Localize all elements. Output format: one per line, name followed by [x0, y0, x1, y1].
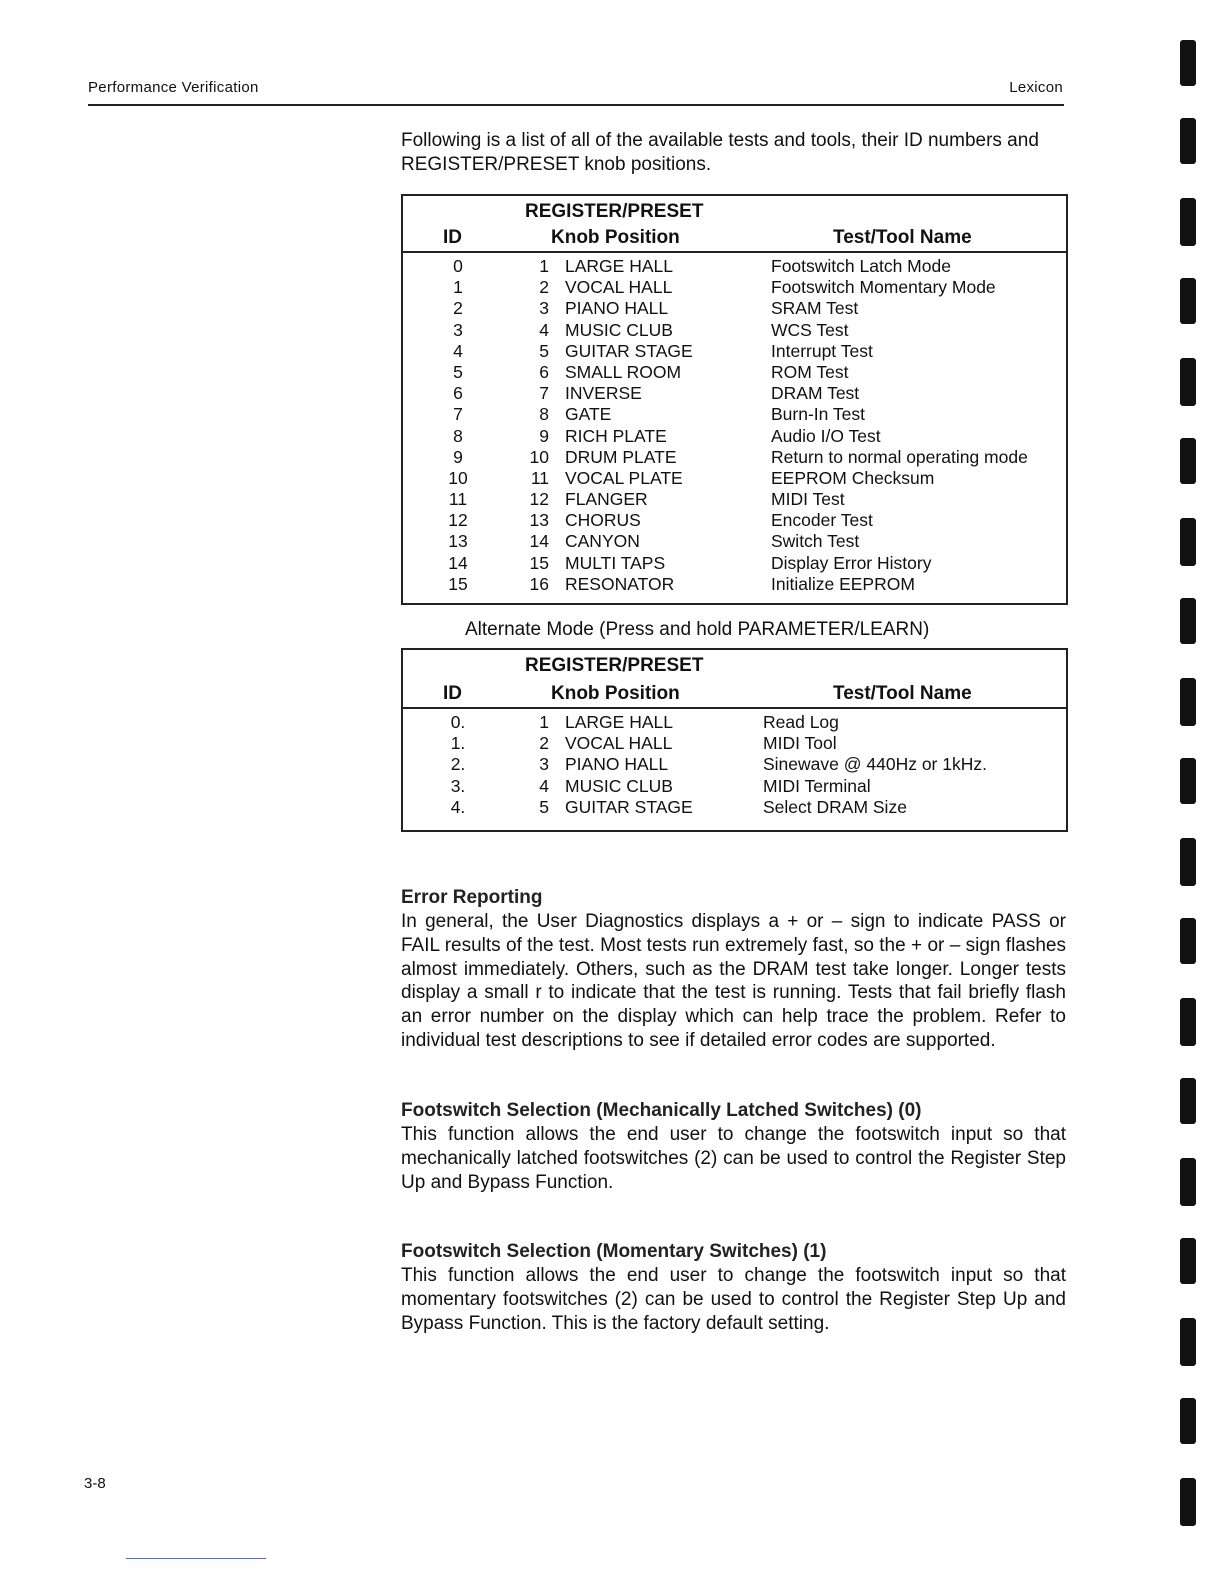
section-body: This function allows the end user to change the footswitch input so that momentary footswitches (2) can be used to control the Register Step Up and Bypass Function. This is the factory default setting. [401, 1265, 1066, 1334]
section-title: Footswitch Selection (Momentary Switches) (1) [401, 1241, 827, 1262]
binder-mark [1180, 40, 1196, 86]
table-row [403, 776, 1066, 797]
column-header-id: ID [443, 227, 462, 248]
cell-id: 3 [453, 319, 463, 340]
table-row [403, 383, 1066, 404]
binder-mark [1180, 198, 1196, 246]
cell-id: 1 [453, 277, 463, 298]
column-header-name: Test/Tool Name [833, 683, 972, 704]
cell-preset-name: VOCAL HALL [565, 277, 673, 298]
cell-test-name: EEPROM Checksum [771, 467, 935, 488]
section-title: Error Reporting [401, 887, 543, 908]
section-error-reporting [401, 886, 1066, 1053]
binder-mark [1180, 1318, 1196, 1366]
table-row [403, 553, 1066, 574]
cell-id: 8 [453, 425, 463, 446]
cell-test-name: Sinewave @ 440Hz or 1kHz. [763, 754, 987, 775]
cell-test-name: DRAM Test [771, 383, 860, 404]
cell-preset-name: DRUM PLATE [565, 446, 677, 467]
table-row [403, 712, 1066, 733]
table-row [403, 733, 1066, 754]
binder-mark [1180, 358, 1196, 406]
cell-preset-name: PIANO HALL [565, 298, 669, 319]
binder-mark [1180, 998, 1196, 1046]
table-row [403, 341, 1066, 362]
cell-test-name: Audio I/O Test [771, 425, 881, 446]
cell-id: 4 [453, 340, 463, 361]
running-header-right: Lexicon [1009, 79, 1063, 96]
cell-preset-name: RICH PLATE [565, 425, 667, 446]
cell-test-name: MIDI Tool [763, 733, 837, 754]
table-row [403, 256, 1066, 277]
cell-test-name: Encoder Test [771, 510, 873, 531]
alternate-tests-table [401, 648, 1068, 832]
alternate-mode-caption: Alternate Mode (Press and hold PARAMETER/LEARN) [465, 619, 930, 640]
section-body: In general, the User Diagnostics displays a + or – sign to indicate PASS or FAIL results of the test. Most tests run extremely fast, so the + or – sign flashes almost immediately. Others, such as the DRAM test take longer. Longer tests display a small r to indicate that the test is running. Tests that fail briefly flash an error number on the display which can help trace the problem. Refer to individual test descriptions to see if detailed error codes are supported. [401, 911, 1066, 1051]
cell-test-name: ROM Test [771, 361, 849, 382]
table-row [403, 531, 1066, 552]
table-row [403, 362, 1066, 383]
cell-id: 14 [448, 552, 468, 573]
cell-id: 2 [453, 298, 463, 319]
binder-mark [1180, 598, 1196, 644]
cell-id: 3. [450, 775, 466, 796]
cell-id: 2. [450, 754, 466, 775]
cell-knob-number: 1 [539, 256, 549, 276]
cell-id: 1. [450, 733, 466, 754]
cell-id: 10 [448, 467, 468, 488]
cell-preset-name: MUSIC CLUB [565, 775, 673, 796]
cell-test-name: Footswitch Latch Mode [771, 256, 951, 276]
table-body [403, 709, 1066, 830]
cell-id: 9 [453, 446, 463, 467]
table-header [403, 650, 1066, 709]
cell-knob-number: 3 [539, 754, 549, 775]
page-number: 3-8 [84, 1475, 106, 1492]
binder-mark [1180, 838, 1196, 886]
cell-preset-name: MUSIC CLUB [565, 319, 673, 340]
binder-mark [1180, 118, 1196, 164]
binder-mark [1180, 678, 1196, 726]
cell-test-name: Switch Test [771, 531, 860, 552]
column-header-knob-line2: Knob Position [551, 683, 680, 704]
cell-preset-name: CANYON [565, 531, 640, 552]
cell-test-name: SRAM Test [771, 298, 859, 319]
cell-id: 4. [450, 796, 466, 817]
cell-test-name: Display Error History [771, 552, 932, 573]
binder-mark [1180, 758, 1196, 804]
cell-preset-name: VOCAL PLATE [565, 467, 683, 488]
cell-knob-number: 2 [539, 277, 549, 298]
cell-preset-name: MULTI TAPS [565, 552, 666, 573]
intro-paragraph: Following is a list of all of the available tests and tools, their ID numbers and REGISTER/PRESET knob positions. [401, 130, 1039, 175]
cell-id: 13 [448, 531, 468, 552]
cell-knob-number: 2 [539, 733, 549, 754]
cell-preset-name: FLANGER [565, 489, 648, 510]
cell-knob-number: 10 [529, 446, 549, 467]
cell-preset-name: INVERSE [565, 383, 642, 404]
cell-knob-number: 1 [539, 712, 549, 732]
cell-test-name: MIDI Terminal [763, 775, 871, 796]
tests-table [401, 194, 1068, 605]
cell-knob-number: 6 [539, 361, 549, 382]
table-row [403, 298, 1066, 319]
cell-preset-name: GATE [565, 404, 612, 425]
binder-mark [1180, 518, 1196, 566]
binder-mark [1180, 1398, 1196, 1444]
cell-test-name: Footswitch Momentary Mode [771, 277, 996, 298]
cell-test-name: Return to normal operating mode [771, 446, 1028, 467]
section-footswitch-momentary [401, 1240, 1066, 1335]
cell-knob-number: 12 [529, 489, 549, 510]
cell-knob-number: 16 [529, 573, 549, 594]
cell-knob-number: 5 [539, 340, 549, 361]
table-row [403, 277, 1066, 298]
cell-preset-name: GUITAR STAGE [565, 796, 693, 817]
cell-test-name: MIDI Test [771, 489, 845, 510]
table-row [403, 447, 1066, 468]
table-row [403, 489, 1066, 510]
column-header-knob-line1: REGISTER/PRESET [525, 201, 704, 222]
cell-knob-number: 5 [539, 796, 549, 817]
cell-test-name: Read Log [763, 712, 839, 732]
table-row [403, 404, 1066, 425]
cell-test-name: Initialize EEPROM [771, 573, 915, 594]
binder-mark [1180, 1478, 1196, 1526]
section-body: This function allows the end user to change the footswitch input so that mechanically latched footswitches (2) can be used to control the Register Step Up and Bypass Function. [401, 1124, 1066, 1193]
binder-mark [1180, 1238, 1196, 1284]
column-header-knob-line1: REGISTER/PRESET [525, 655, 704, 676]
table-row [403, 426, 1066, 447]
cell-id: 0 [453, 256, 463, 276]
cell-preset-name: SMALL ROOM [565, 361, 682, 382]
cell-preset-name: VOCAL HALL [565, 733, 673, 754]
table-header [403, 196, 1066, 253]
table-row [403, 574, 1066, 595]
column-header-knob-line2: Knob Position [551, 227, 680, 248]
cell-test-name: WCS Test [771, 319, 849, 340]
table-row [403, 320, 1066, 341]
binder-mark [1180, 1078, 1196, 1124]
table-row [403, 510, 1066, 531]
cell-id: 15 [448, 573, 468, 594]
running-header-left: Performance Verification [88, 79, 259, 96]
table-row [403, 797, 1066, 818]
cell-preset-name: PIANO HALL [565, 754, 669, 775]
cell-preset-name: LARGE HALL [565, 712, 673, 732]
cell-knob-number: 9 [539, 425, 549, 446]
cell-id: 6 [453, 383, 463, 404]
cell-knob-number: 4 [539, 319, 549, 340]
cell-preset-name: CHORUS [565, 510, 641, 531]
header-rule [88, 104, 1064, 106]
cell-knob-number: 15 [529, 552, 549, 573]
section-footswitch-latched [401, 1099, 1066, 1194]
section-title: Footswitch Selection (Mechanically Latched Switches) (0) [401, 1100, 922, 1121]
cell-preset-name: RESONATOR [565, 573, 675, 594]
table-body [403, 253, 1066, 603]
cell-knob-number: 7 [539, 383, 549, 404]
cell-knob-number: 11 [530, 467, 549, 488]
binder-mark [1180, 438, 1196, 484]
cell-test-name: Select DRAM Size [763, 796, 907, 817]
cell-knob-number: 3 [539, 298, 549, 319]
cell-preset-name: GUITAR STAGE [565, 340, 693, 361]
cell-id: 7 [453, 404, 463, 425]
cell-knob-number: 13 [529, 510, 549, 531]
binder-mark [1180, 278, 1196, 324]
cell-test-name: Burn-In Test [771, 404, 866, 425]
cell-id: 0. [450, 712, 466, 732]
cell-knob-number: 14 [529, 531, 549, 552]
cell-preset-name: LARGE HALL [565, 256, 673, 276]
cell-knob-number: 4 [539, 775, 549, 796]
cell-id: 5 [453, 361, 463, 382]
cell-id: 11 [448, 489, 468, 510]
binder-mark [1180, 1158, 1196, 1206]
column-header-name: Test/Tool Name [833, 227, 972, 248]
cell-knob-number: 8 [539, 404, 549, 425]
cell-test-name: Interrupt Test [771, 340, 873, 361]
column-header-id: ID [443, 683, 462, 704]
table-row [403, 754, 1066, 775]
binder-mark [1180, 918, 1196, 964]
footer-line [126, 1558, 266, 1559]
cell-id: 12 [448, 510, 468, 531]
table-row [403, 468, 1066, 489]
